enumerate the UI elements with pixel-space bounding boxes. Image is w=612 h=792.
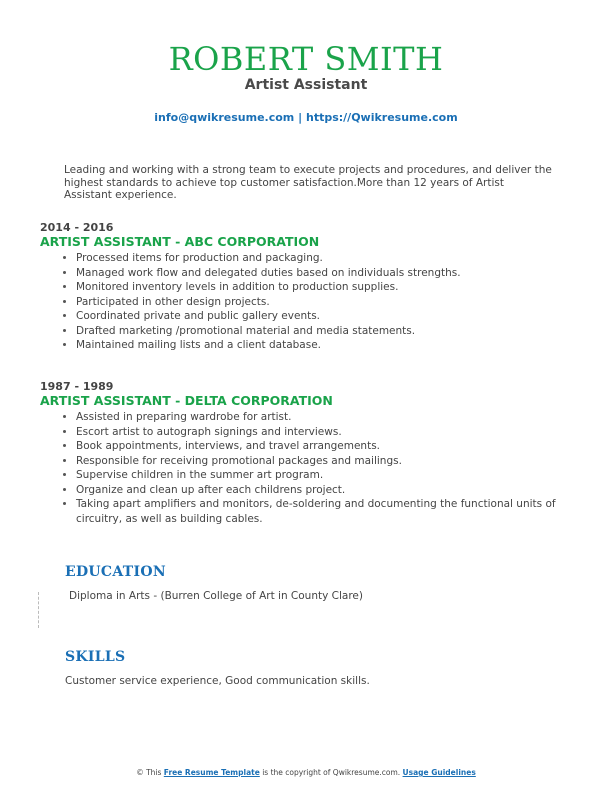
job-title: ARTIST ASSISTANT - DELTA CORPORATION <box>40 393 333 408</box>
list-item: • Managed work flow and delegated duties based on individuals strengths. <box>76 266 560 281</box>
contact-line <box>0 111 612 124</box>
list-item: • Organize and clean up after each childrens project. <box>76 483 560 498</box>
job-entry <box>40 221 560 353</box>
candidate-name: ROBERT SMITH <box>168 40 444 78</box>
website-link[interactable]: https://Qwikresume.com <box>305 111 458 124</box>
job-bullet-list <box>40 251 560 353</box>
job-dates: 2014 - 2016 <box>40 221 114 234</box>
email-link[interactable]: info@qwikresume.com <box>154 111 295 124</box>
skills-entry: Customer service experience, Good communication skills. <box>65 675 370 687</box>
free-resume-template-link[interactable]: Free Resume Template <box>163 768 260 777</box>
education-entry: Diploma in Arts - (Burren College of Art in County Clare) <box>69 590 363 602</box>
job-entry <box>40 380 560 526</box>
footer-middle: is the copyright of Qwikresume.com. <box>262 768 401 777</box>
footer <box>0 768 612 777</box>
job-bullet-list <box>40 410 560 526</box>
education-heading: EDUCATION <box>65 564 166 580</box>
list-item: • Book appointments, interviews, and travel arrangements. <box>76 439 560 454</box>
candidate-role: Artist Assistant <box>244 77 368 93</box>
list-item: • Assisted in preparing wardrobe for artist. <box>76 410 560 425</box>
education-divider <box>38 592 41 628</box>
list-item: • Maintained mailing lists and a client database. <box>76 338 560 353</box>
job-title: ARTIST ASSISTANT - ABC CORPORATION <box>40 234 320 249</box>
list-item: • Monitored inventory levels in addition to production supplies. <box>76 280 560 295</box>
footer-prefix: © This <box>136 768 162 777</box>
list-item: • Escort artist to autograph signings and interviews. <box>76 425 560 440</box>
usage-guidelines-link[interactable]: Usage Guidelines <box>402 768 476 777</box>
list-item: • Taking apart amplifiers and monitors, de-soldering and documenting the functional units of circuitry, as well as building cables. <box>76 497 560 526</box>
list-item: • Participated in other design projects. <box>76 295 560 310</box>
list-item: • Coordinated private and public gallery events. <box>76 309 560 324</box>
list-item: • Responsible for receiving promotional packages and mailings. <box>76 454 560 469</box>
job-dates: 1987 - 1989 <box>40 380 114 393</box>
list-item: • Drafted marketing /promotional material and media statements. <box>76 324 560 339</box>
list-item: • Supervise children in the summer art program. <box>76 468 560 483</box>
contact-separator: | <box>298 111 303 124</box>
list-item: • Processed items for production and packaging. <box>76 251 560 266</box>
summary-paragraph: Leading and working with a strong team to execute projects and procedures, and deliver the highest standards to achieve top customer satisfaction.More than 12 years of Artist Assistant experience. <box>64 164 552 201</box>
skills-heading: SKILLS <box>65 649 126 665</box>
